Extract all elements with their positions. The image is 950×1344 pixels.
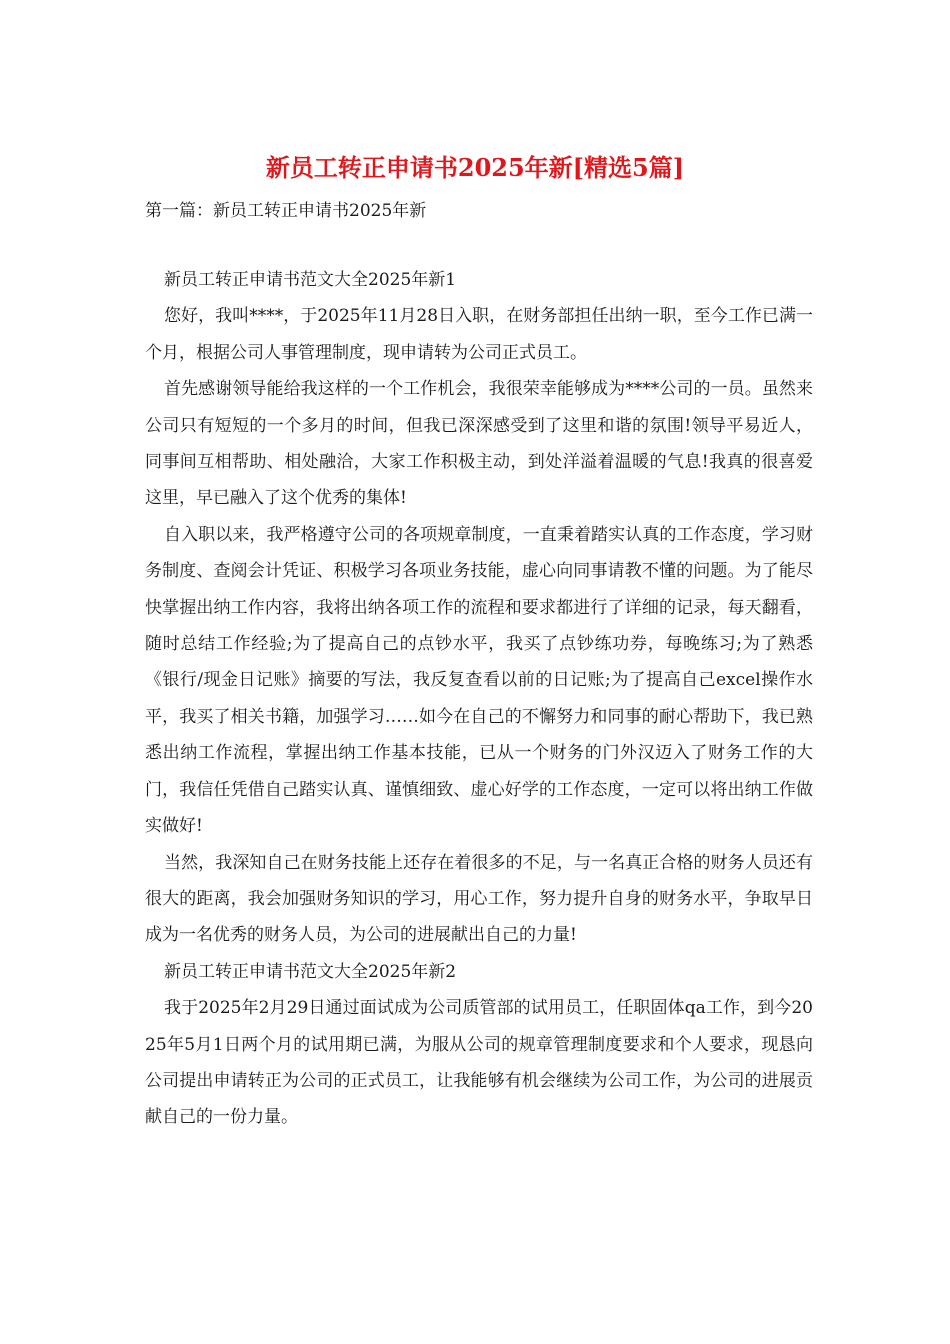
body-paragraph: 首先感谢领导能给我这样的一个工作机会，我很荣幸能够成为****公司的一员。虽然来公司只有短短的一个多月的时间，但我已深深感受到了这里和谐的氛围!领导平易近人，同事间互相帮助、相处融洽，大家工作积极主动，到处洋溢着温暖的气息!我真的很喜爱这里，早已融入了这个优秀的集体!: [145, 379, 813, 509]
part-heading: 第一篇：新员工转正申请书2025年新: [145, 201, 427, 221]
body-paragraph: 自入职以来，我严格遵守公司的各项规章制度，一直秉着踏实认真的工作态度，学习财务制度、查阅会计凭证、积极学习各项业务技能，虚心向同事请教不懂的问题。为了能尽快掌握出纳工作内容，我将出纳各项工作的流程和要求都进行了详细的记录，每天翻看，随时总结工作经验;为了提高自己的点钞水平，我买了点钞练功券，每晚练习;为了熟悉《银行/现金日记账》摘要的写法，我反复查看以前的日记账;为了提高自己excel操作水平，我买了相关书籍，加强学习……如今在自己的不懈努力和同事的耐心帮助下，我已熟悉出纳工作流程，掌握出纳工作基本技能，已从一个财务的门外汉迈入了财务工作的大门，我信任凭借自己踏实认真、谨慎细致、虚心好学的工作态度，一定可以将出纳工作做实做好!: [145, 524, 813, 837]
section-heading: 新员工转正申请书范文大全2025年新1: [164, 270, 457, 290]
body-paragraph: 当然，我深知自己在财务技能上还存在着很多的不足，与一名真正合格的财务人员还有很大的距离，我会加强财务知识的学习，用心工作，努力提升自身的财务水平，争取早日成为一名优秀的财务人员，为公司的进展献出自己的力量!: [145, 852, 813, 946]
body-paragraph: 您好，我叫****，于2025年11月28日入职，在财务部担任出纳一职，至今工作已满一个月，根据公司人事管理制度，现申请转为公司正式员工。: [145, 306, 813, 363]
section-heading: 新员工转正申请书范文大全2025年新2: [164, 961, 457, 982]
document-body: [145, 262, 813, 1136]
body-paragraph: 我于2025年2月29日通过面试成为公司质管部的试用员工，任职固体qa工作，到今2025年5月1日两个月的试用期已满，为服从公司的规章管理制度要求和个人要求，现恳向公司提出申请转正为公司的正式员工，让我能够有机会继续为公司工作，为公司的进展贡献自己的一份力量。: [145, 998, 813, 1128]
document-title: 新员工转正申请书2025年新[精选5篇]: [265, 153, 685, 182]
